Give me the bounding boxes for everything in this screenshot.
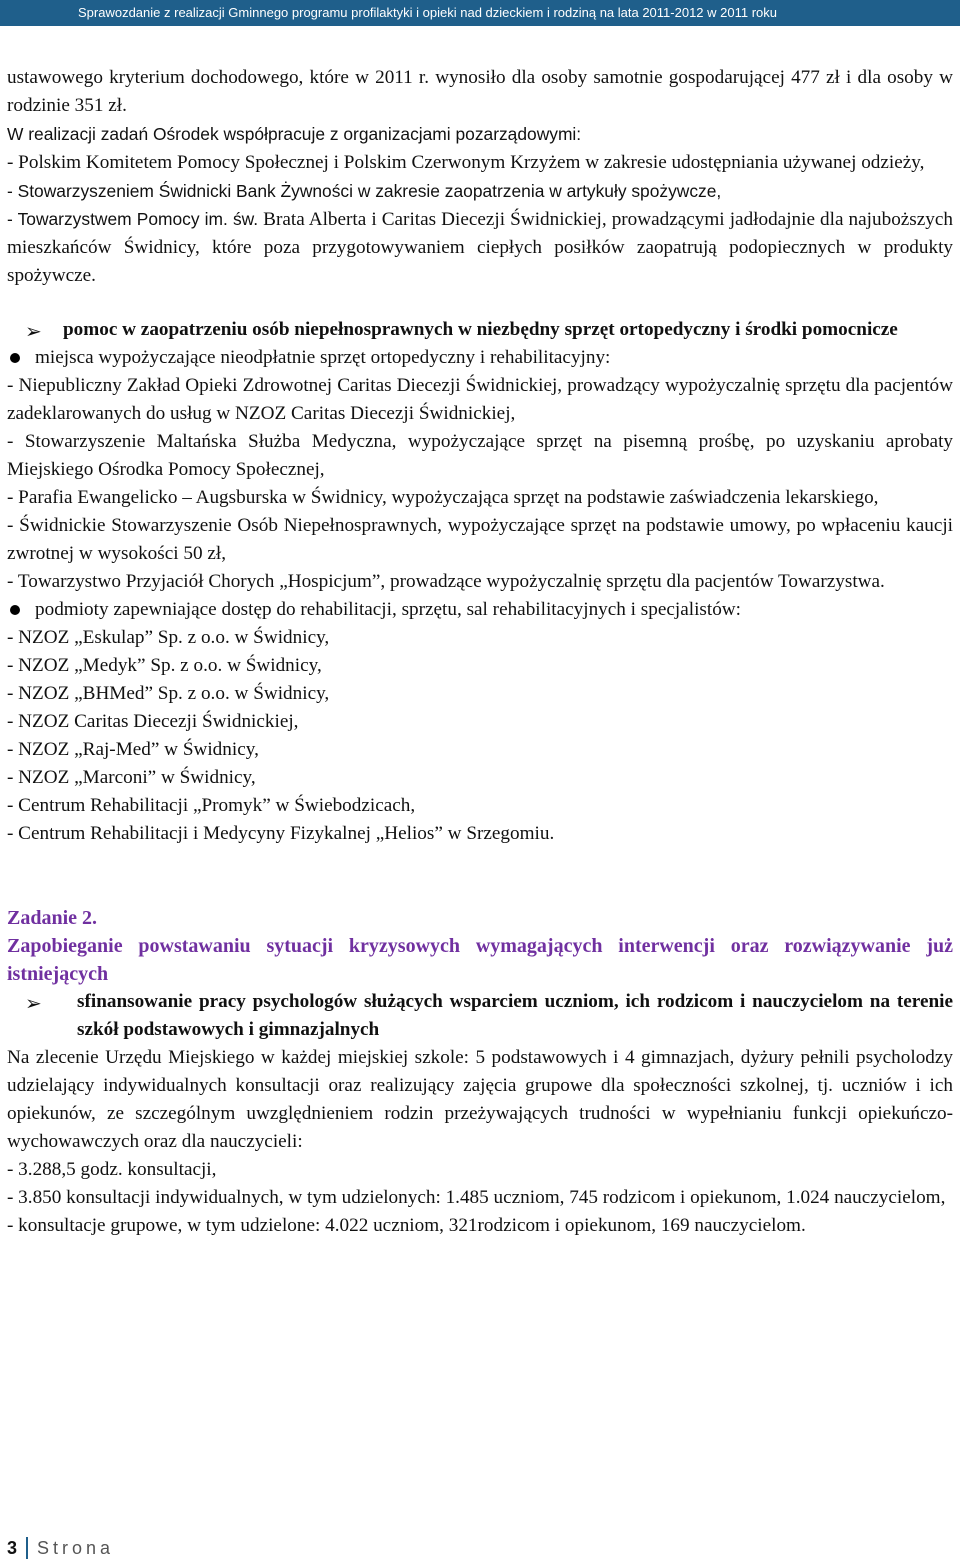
list-item: - Centrum Rehabilitacji i Medycyny Fizykalnej „Helios” w Srzegomiu. <box>7 823 555 844</box>
paragraph-psychologists: Na zlecenie Urzędu Miejskiego w każdej miejskiej szkole: 5 podstawowych i 4 gimnazjach, dyżury pełnili psycholodzy udzielający indywidualnych konsultacji oraz realizujący zajęcia grupowe dla społeczności szkolnej, tj. uczniów i ich opiekunów, ze szczególnym uwzględnieniem rodzin przeżywających trudności w wypełnianiu funkcji opiekuńczo-wychowawczych oraz dla nauczycieli: <box>7 1047 953 1152</box>
page-content <box>7 64 953 1240</box>
bullet-dot-icon <box>10 353 20 363</box>
list-item: - NZOZ „Medyk” Sp. z o.o. w Świdnicy, <box>7 655 322 676</box>
list-item: - Centrum Rehabilitacji „Promyk” w Świebodzicach, <box>7 795 416 816</box>
list-item: - NZOZ „BHMed” Sp. z o.o. w Świdnicy, <box>7 683 330 704</box>
list-item: - Parafia Ewangelicko – Augsburska w Świdnicy, wypożyczająca sprzęt na podstawie zaświadczenia lekarskiego, <box>7 487 879 508</box>
list-item: - 3.288,5 godz. konsultacji, <box>7 1159 217 1180</box>
list-item: - NZOZ „Marconi” w Świdnicy, <box>7 767 256 788</box>
page-number: 3 <box>7 1537 18 1558</box>
list-item: - NZOZ „Eskulap” Sp. z o.o. w Świdnicy, <box>7 627 330 648</box>
list-item: - 3.850 konsultacji indywidualnych, w tym udzielonych: 1.485 uczniom, 745 rodzicom i opiekunom, 1.024 nauczycielom, <box>7 1187 946 1208</box>
list-item: - Towarzystwo Przyjaciół Chorych „Hospicjum”, prowadzące wypożyczalnię sprzętu dla pacjentów Towarzystwa. <box>7 571 885 592</box>
running-header-title: Sprawozdanie z realizacji Gminnego programu profilaktyki i opieki nad dzieckiem i rodziną na lata 2011-2012 w 2011 roku <box>78 5 778 20</box>
footer-divider <box>26 1537 28 1559</box>
paragraph-coop-1: - Polskim Komitetem Pomocy Społecznej i Polskim Czerwonym Krzyżem w zakresie udostępniania używanej odzieży, <box>7 152 925 173</box>
bullet-dot-icon <box>10 605 20 615</box>
task-title: Zapobieganie powstawaniu sytuacji kryzysowych wymagających interwencji oraz rozwiązywanie już istniejących <box>7 935 953 985</box>
list-item: - NZOZ „Raj-Med” w Świdnicy, <box>7 739 259 760</box>
arrow-bullet-icon: ➢ <box>25 321 42 343</box>
bullet-lending-places <box>7 344 953 372</box>
list-item: - Stowarzyszenie Maltańska Służba Medyczna, wypożyczające sprzęt na pisemną prośbę, po uzyskaniu aprobaty Miejskiego Ośrodka Pomocy Społecznej, <box>7 431 953 480</box>
running-header <box>0 0 960 26</box>
arrow-bullet-icon: ➢ <box>25 993 42 1015</box>
heading-ortho-text: pomoc w zaopatrzeniu osób niepełnosprawnych w niezbędny sprzęt ortopedyczny i środki pomocnicze <box>63 319 898 340</box>
list-item: - konsultacje grupowe, w tym udzielone: 4.022 uczniom, 321rodzicom i opiekunom, 169 nauczycielom. <box>7 1215 806 1236</box>
coop-3-sans: - Towarzystwem Pomocy im. św. <box>7 209 259 229</box>
coop-lead-text: W realizacji zadań Ośrodek współpracuje z organizacjami pozarządowymi: <box>7 124 582 144</box>
heading-psychologists-text: sfinansowanie pracy psychologów służących wsparciem uczniom, ich rodzicom i nauczycielom na terenie szkół podstawowych i gimnazjalnych <box>77 991 953 1040</box>
bullet-rehab-text: podmioty zapewniające dostęp do rehabilitacji, sprzętu, sal rehabilitacyjnych i specjalistów: <box>35 599 741 620</box>
paragraph-coop-lead <box>7 120 953 149</box>
bullet-rehab-providers <box>7 596 953 624</box>
bullet-lending-text: miejsca wypożyczające nieodpłatnie sprzęt ortopedyczny i rehabilitacyjny: <box>35 347 611 368</box>
heading-psychologists <box>7 988 953 1044</box>
page-footer <box>7 1537 114 1559</box>
paragraph-intro: ustawowego kryterium dochodowego, które w 2011 r. wynosiło dla osoby samotnie gospodarującej 477 zł i dla osoby w rodzinie 351 zł. <box>7 67 953 116</box>
paragraph-coop-2: - Stowarzyszeniem Świdnicki Bank Żywności w zakresie zaopatrzenia w artykuły spożywcze, <box>7 181 722 201</box>
coop-3-serif: Brata Alberta i Caritas Diecezji Świdnickiej, prowadzącymi jadłodajnie dla najuboższych mieszkańców Świdnicy, które poza przygotowywaniem ciepłych posiłków zaopatrują podopiecznych w produkty spożywcze. <box>7 209 953 286</box>
list-item: - NZOZ Caritas Diecezji Świdnickiej, <box>7 711 299 732</box>
heading-ortho-support <box>7 316 953 344</box>
list-item: - Świdnickie Stowarzyszenie Osób Niepełnosprawnych, wypożyczające sprzęt na podstawie umowy, po wpłaceniu kaucji zwrotnej w wysokości 50 zł, <box>7 515 953 564</box>
task-number: Zadanie 2. <box>7 907 98 929</box>
paragraph-coop-3 <box>7 205 953 290</box>
page-word: Strona <box>37 1537 115 1558</box>
list-item: - Niepubliczny Zakład Opieki Zdrowotnej Caritas Diecezji Świdnickiej, prowadzący wypożyczalnię sprzętu dla pacjentów zadeklarowanych do usług w NZOZ Caritas Diecezji Świdnickiej, <box>7 375 953 424</box>
